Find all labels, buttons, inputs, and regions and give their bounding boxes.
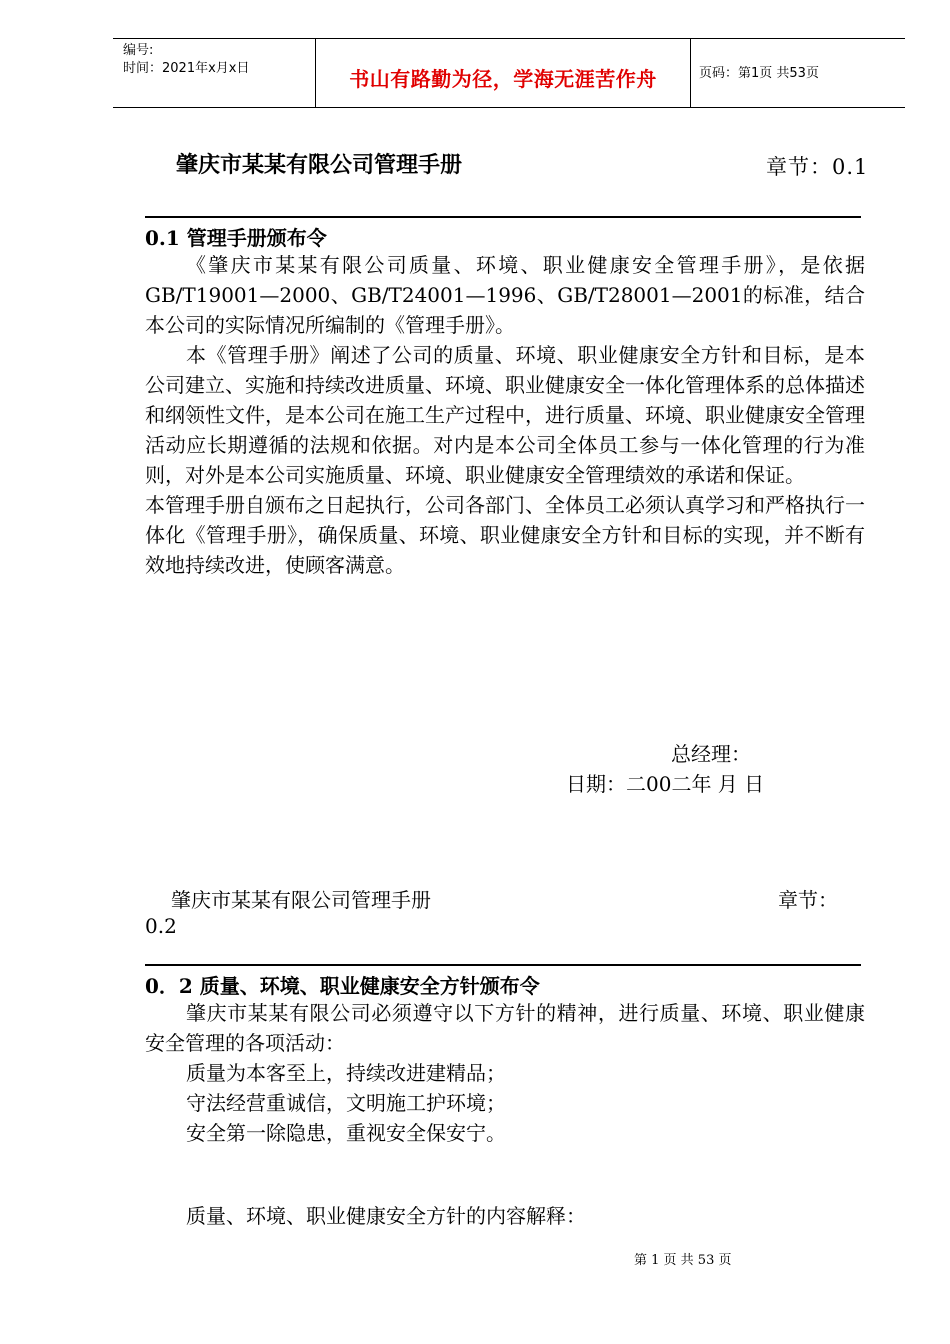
motto: 书山有路勤为径，学海无涯苦作舟 <box>349 67 657 91</box>
section-rule <box>145 964 861 966</box>
policy-line: 安全第一除隐患，重视安全保安宁。 <box>186 1121 506 1145</box>
paragraph: 本管理手册自颁布之日起执行，公司各部门、全体员工必须认真学习和严格执行一体化《管理手册》，确保质量、环境、职业健康安全方针和目标的实现，并不断有效地持续改进，使顾客满意。 <box>145 493 865 577</box>
page-footer: 第 1 页 共 53 页 <box>634 1253 732 1268</box>
paragraph: 肇庆市某某有限公司必须遵守以下方针的精神，进行质量、环境、职业健康安全管理的各项活动： <box>145 1001 865 1055</box>
section-heading: 0.1 管理手册颁布令 <box>145 226 327 250</box>
paragraph: 《肇庆市某某有限公司质量、环境、职业健康安全管理手册》，是依据GB/T19001—2000、GB/T24001—1996、GB/T28001—2001的标准，结合本公司的实际情况所编制的《管理手册》。 <box>145 253 865 337</box>
doc-title: 肇庆市某某有限公司管理手册 <box>176 152 463 178</box>
time-label: 时间：2021年x月x日 <box>123 61 250 76</box>
header-motto-cell <box>316 39 691 107</box>
date-line: 日期：二00二年 月 日 <box>566 772 765 796</box>
explanation-heading: 质量、环境、职业健康安全方针的内容解释： <box>186 1204 586 1228</box>
section-heading: 0．2 质量、环境、职业健康安全方针颁布令 <box>145 974 540 998</box>
section-rule <box>145 216 861 218</box>
header-page-cell <box>691 39 905 107</box>
section-body <box>145 998 865 1148</box>
document-header <box>113 38 905 108</box>
signatory: 总经理： <box>671 742 751 766</box>
header-meta-cell <box>113 39 316 107</box>
policy-line: 质量为本客至上，持续改进建精品； <box>186 1061 506 1085</box>
doc-title: 肇庆市某某有限公司管理手册 <box>171 888 431 912</box>
number-label: 编号: <box>123 43 154 58</box>
section-body <box>145 250 865 580</box>
page-info: 页码：第1页 共53页 <box>699 66 819 81</box>
chapter-number: 0.2 <box>145 914 177 938</box>
chapter-label: 章节：0.1 <box>766 155 869 179</box>
policy-line: 守法经营重诚信，文明施工护环境； <box>186 1091 506 1115</box>
paragraph: 本《管理手册》阐述了公司的质量、环境、职业健康安全方针和目标，是本公司建立、实施和持续改进质量、环境、职业健康安全一体化管理体系的总体描述和纲领性文件，是本公司在施工生产过程中，进行质量、环境、职业健康安全管理活动应长期遵循的法规和依据。对内是本公司全体员工参与一体化管理的行为准则，对外是本公司实施质量、环境、职业健康安全管理绩效的承诺和保证。 <box>145 343 865 487</box>
chapter-label: 章节： <box>778 888 838 912</box>
